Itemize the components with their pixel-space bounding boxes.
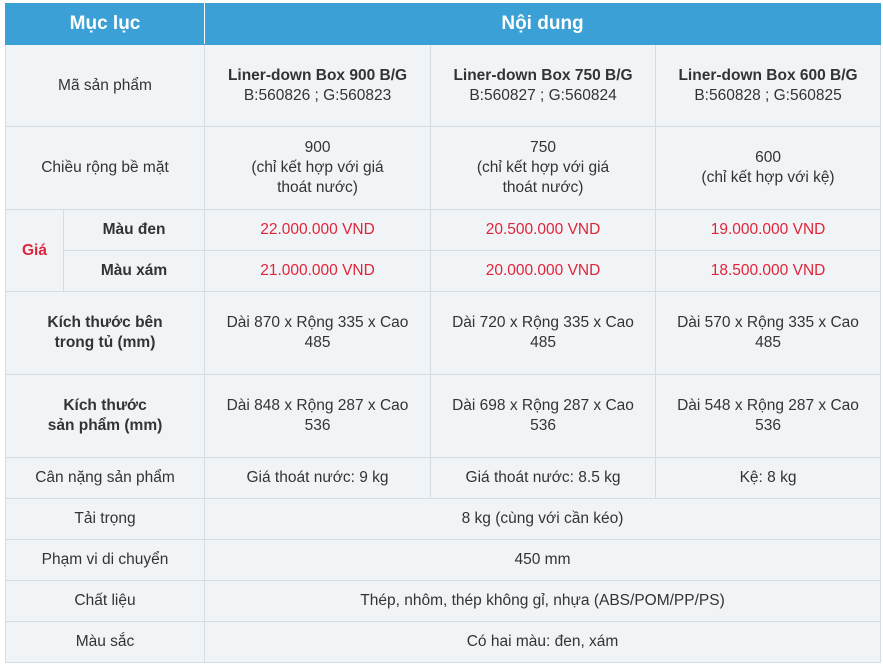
outer-dim-cell [656,375,881,458]
inner-dim-cell [431,292,656,375]
outer-dim-cell [205,375,431,458]
label-line: sản phẩm (mm) [47,417,163,434]
width-note: (chỉ kết hợp với giá [251,159,384,176]
table-header-row [6,4,881,45]
dim-line: Dài 848 x Rộng 287 x Cao [226,397,409,414]
product-codes: B:560827 ; G:560824 [469,86,617,104]
inner-dim-cell [656,292,881,375]
row-inner-dimensions [6,292,881,375]
label-product-code: Mã sản phẩm [6,45,205,127]
row-weight [6,458,881,499]
label-inner-dimensions [6,292,205,375]
price-black: 20.500.000 VND [431,210,656,251]
weight-value: Kệ: 8 kg [656,458,881,499]
label-surface-width: Chiều rộng bề mặt [6,127,205,210]
row-load [6,499,881,540]
header-menu: Mục lục [6,4,205,45]
width-note: thoát nước) [502,179,584,196]
label-outer-dimensions [6,375,205,458]
row-color [6,622,881,663]
label-material: Chất liệu [6,581,205,622]
header-content: Nội dung [205,4,881,45]
row-product-code [6,45,881,127]
row-price-gray [6,251,881,292]
width-value: 750 [530,139,556,156]
product-name: Liner-down Box 750 B/G [453,66,633,84]
spec-table [5,3,881,663]
label-travel-range: Phạm vi di chuyển [6,540,205,581]
dim-line: Dài 570 x Rộng 335 x Cao [677,314,859,331]
product-codes: B:560828 ; G:560825 [694,86,842,104]
outer-dim-cell [431,375,656,458]
dim-line: 485 [530,334,556,351]
product-codes: B:560826 ; G:560823 [243,86,392,104]
price-gray: 20.000.000 VND [431,251,656,292]
width-cell [431,127,656,210]
label-weight: Cân nặng sản phẩm [6,458,205,499]
label-color: Màu sắc [6,622,205,663]
dim-line: Dài 548 x Rộng 287 x Cao [677,397,859,414]
label-load: Tải trọng [6,499,205,540]
material-value: Thép, nhôm, thép không gỉ, nhựa (ABS/POM/PP/PS) [205,581,881,622]
dim-line: 485 [304,334,331,351]
row-price-black [6,210,881,251]
label-line: trong tủ (mm) [54,334,156,351]
dim-line: Dài 720 x Rộng 335 x Cao [452,314,634,331]
product-name: Liner-down Box 600 B/G [678,66,858,84]
row-surface-width [6,127,881,210]
price-black: 22.000.000 VND [205,210,431,251]
price-gray: 21.000.000 VND [205,251,431,292]
dim-line: Dài 698 x Rộng 287 x Cao [452,397,634,414]
width-cell [656,127,881,210]
dim-line: 485 [755,334,781,351]
color-value: Có hai màu: đen, xám [205,622,881,663]
label-color-black: Màu đen [64,210,205,251]
row-outer-dimensions [6,375,881,458]
label-color-gray: Màu xám [64,251,205,292]
product-600-cell [656,45,881,127]
row-travel-range [6,540,881,581]
label-line: Kích thước bên [47,314,163,331]
label-line: Kích thước [63,397,147,414]
width-note: (chỉ kết hợp với kệ) [701,169,835,186]
weight-value: Giá thoát nước: 8.5 kg [431,458,656,499]
row-material [6,581,881,622]
dim-line: Dài 870 x Rộng 335 x Cao [226,314,409,331]
inner-dim-cell [205,292,431,375]
product-750-cell [431,45,656,127]
label-price: Giá [6,210,64,292]
width-note: (chỉ kết hợp với giá [476,159,610,176]
dim-line: 536 [304,417,331,434]
dim-line: 536 [755,417,781,434]
width-value: 600 [755,149,781,166]
product-900-cell [205,45,431,127]
dim-line: 536 [530,417,556,434]
weight-value: Giá thoát nước: 9 kg [205,458,431,499]
width-note: thoát nước) [277,179,358,196]
product-name: Liner-down Box 900 B/G [227,66,408,84]
load-value: 8 kg (cùng với cần kéo) [205,499,881,540]
travel-range-value: 450 mm [205,540,881,581]
price-gray: 18.500.000 VND [656,251,881,292]
width-cell [205,127,431,210]
price-black: 19.000.000 VND [656,210,881,251]
width-value: 900 [304,139,331,156]
